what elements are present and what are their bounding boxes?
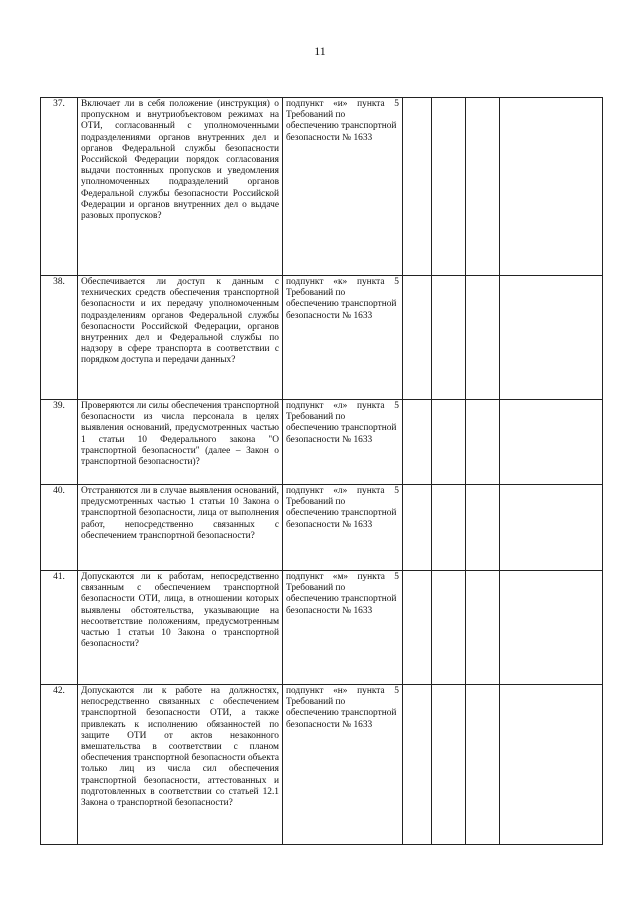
answer-cell-no[interactable] bbox=[432, 98, 466, 276]
row-reference bbox=[283, 685, 403, 845]
page-number: 11 bbox=[314, 44, 326, 58]
reference-document: Требований по обеспечению транспортной безопасности № 1633 bbox=[286, 583, 397, 616]
reference-clause: подпункт «л» пункта 5 bbox=[286, 486, 399, 496]
row-reference bbox=[283, 276, 403, 400]
row-number: 40. bbox=[41, 485, 78, 571]
answer-cell-no[interactable] bbox=[432, 685, 466, 845]
row-question: Допускаются ли к работе на должностях, непосредственно связанных с обеспечением транспортной безопасности ОТИ, а также привлекать к исполнению обязанностей по защите ОТИ от актов незаконного вмешательства в соответствии с планом обеспечения транспортной безопасности объекта только лиц из числа сил обеспечения транспортной безопасности, аттестованных и подготовленных в соответствии со статьей 12.1 Закона о транспортной безопасности? bbox=[78, 685, 283, 845]
comment-cell[interactable] bbox=[500, 400, 603, 485]
table-row bbox=[41, 98, 603, 276]
comment-cell[interactable] bbox=[500, 571, 603, 685]
checklist-table bbox=[40, 97, 603, 845]
answer-cell-yes[interactable] bbox=[403, 276, 432, 400]
row-number: 38. bbox=[41, 276, 78, 400]
row-reference bbox=[283, 571, 403, 685]
row-question: Включает ли в себя положение (инструкция) о пропускном и внутриобъектовом режимах на ОТИ, согласованный с уполномоченными подразделениями органов внутренних дел и органов Федеральной службы безопасности Российской Федерации порядок согласования выдачи постоянных пропусков и уведомления уполномоченных подразделений органов Федеральной службы безопасности Российской Федерации и органов внутренних дел о выдаче разовых пропусков? bbox=[78, 98, 283, 276]
answer-cell-na[interactable] bbox=[466, 685, 500, 845]
reference-clause: подпункт «к» пункта 5 bbox=[286, 277, 399, 287]
table-row bbox=[41, 685, 603, 845]
comment-cell[interactable] bbox=[500, 276, 603, 400]
answer-cell-yes[interactable] bbox=[403, 571, 432, 685]
answer-cell-yes[interactable] bbox=[403, 400, 432, 485]
reference-document: Требований по обеспечению транспортной безопасности № 1633 bbox=[286, 497, 397, 530]
answer-cell-na[interactable] bbox=[466, 485, 500, 571]
table-row bbox=[41, 571, 603, 685]
answer-cell-no[interactable] bbox=[432, 276, 466, 400]
answer-cell-na[interactable] bbox=[466, 571, 500, 685]
row-question: Обеспечивается ли доступ к данным с технических средств обеспечения транспортной безопасности и их передачу уполномоченным подразделениям органов Федеральной службы безопасности Российской Федерации, органов внутренних дел и Федеральной службы по надзору в сфере транспорта в соответствии с порядком доступа и передачи данных? bbox=[78, 276, 283, 400]
reference-document: Требований по обеспечению транспортной безопасности № 1633 bbox=[286, 288, 397, 321]
comment-cell[interactable] bbox=[500, 685, 603, 845]
row-question: Допускаются ли к работам, непосредственно связанным с обеспечением транспортной безопасности ОТИ, лица, в отношении которых выявлены обстоятельства, указывающие на несоответствие положениям, предусмотренным частью 1 статьи 10 Закона о транспортной безопасности? bbox=[78, 571, 283, 685]
row-reference bbox=[283, 400, 403, 485]
row-question: Проверяются ли силы обеспечения транспортной безопасности из числа персонала в целях выявления оснований, предусмотренных частью 1 статьи 10 Федерального закона "О транспортной безопасности" (далее – Закон о транспортной безопасности)? bbox=[78, 400, 283, 485]
reference-clause: подпункт «л» пункта 5 bbox=[286, 401, 399, 411]
table-row bbox=[41, 400, 603, 485]
answer-cell-yes[interactable] bbox=[403, 98, 432, 276]
reference-clause: подпункт «и» пункта 5 bbox=[286, 99, 399, 109]
answer-cell-yes[interactable] bbox=[403, 485, 432, 571]
reference-clause: подпункт «н» пункта 5 bbox=[286, 686, 399, 696]
table-row bbox=[41, 485, 603, 571]
row-number: 39. bbox=[41, 400, 78, 485]
reference-document: Требований по обеспечению транспортной безопасности № 1633 bbox=[286, 412, 397, 445]
answer-cell-no[interactable] bbox=[432, 571, 466, 685]
reference-document: Требований по обеспечению транспортной безопасности № 1633 bbox=[286, 110, 397, 143]
reference-document: Требований по обеспечению транспортной безопасности № 1633 bbox=[286, 697, 397, 730]
answer-cell-yes[interactable] bbox=[403, 685, 432, 845]
row-reference bbox=[283, 485, 403, 571]
row-question: Отстраняются ли в случае выявления оснований, предусмотренных частью 1 статьи 10 Закона о транспортной безопасности, лица от выполнения работ, непосредственно связанных с обеспечением транспортной безопасности? bbox=[78, 485, 283, 571]
row-reference bbox=[283, 98, 403, 276]
answer-cell-no[interactable] bbox=[432, 400, 466, 485]
comment-cell[interactable] bbox=[500, 485, 603, 571]
comment-cell[interactable] bbox=[500, 98, 603, 276]
row-number: 41. bbox=[41, 571, 78, 685]
table-row bbox=[41, 276, 603, 400]
row-number: 37. bbox=[41, 98, 78, 276]
answer-cell-na[interactable] bbox=[466, 276, 500, 400]
reference-clause: подпункт «м» пункта 5 bbox=[286, 572, 399, 582]
answer-cell-na[interactable] bbox=[466, 400, 500, 485]
answer-cell-na[interactable] bbox=[466, 98, 500, 276]
row-number: 42. bbox=[41, 685, 78, 845]
answer-cell-no[interactable] bbox=[432, 485, 466, 571]
